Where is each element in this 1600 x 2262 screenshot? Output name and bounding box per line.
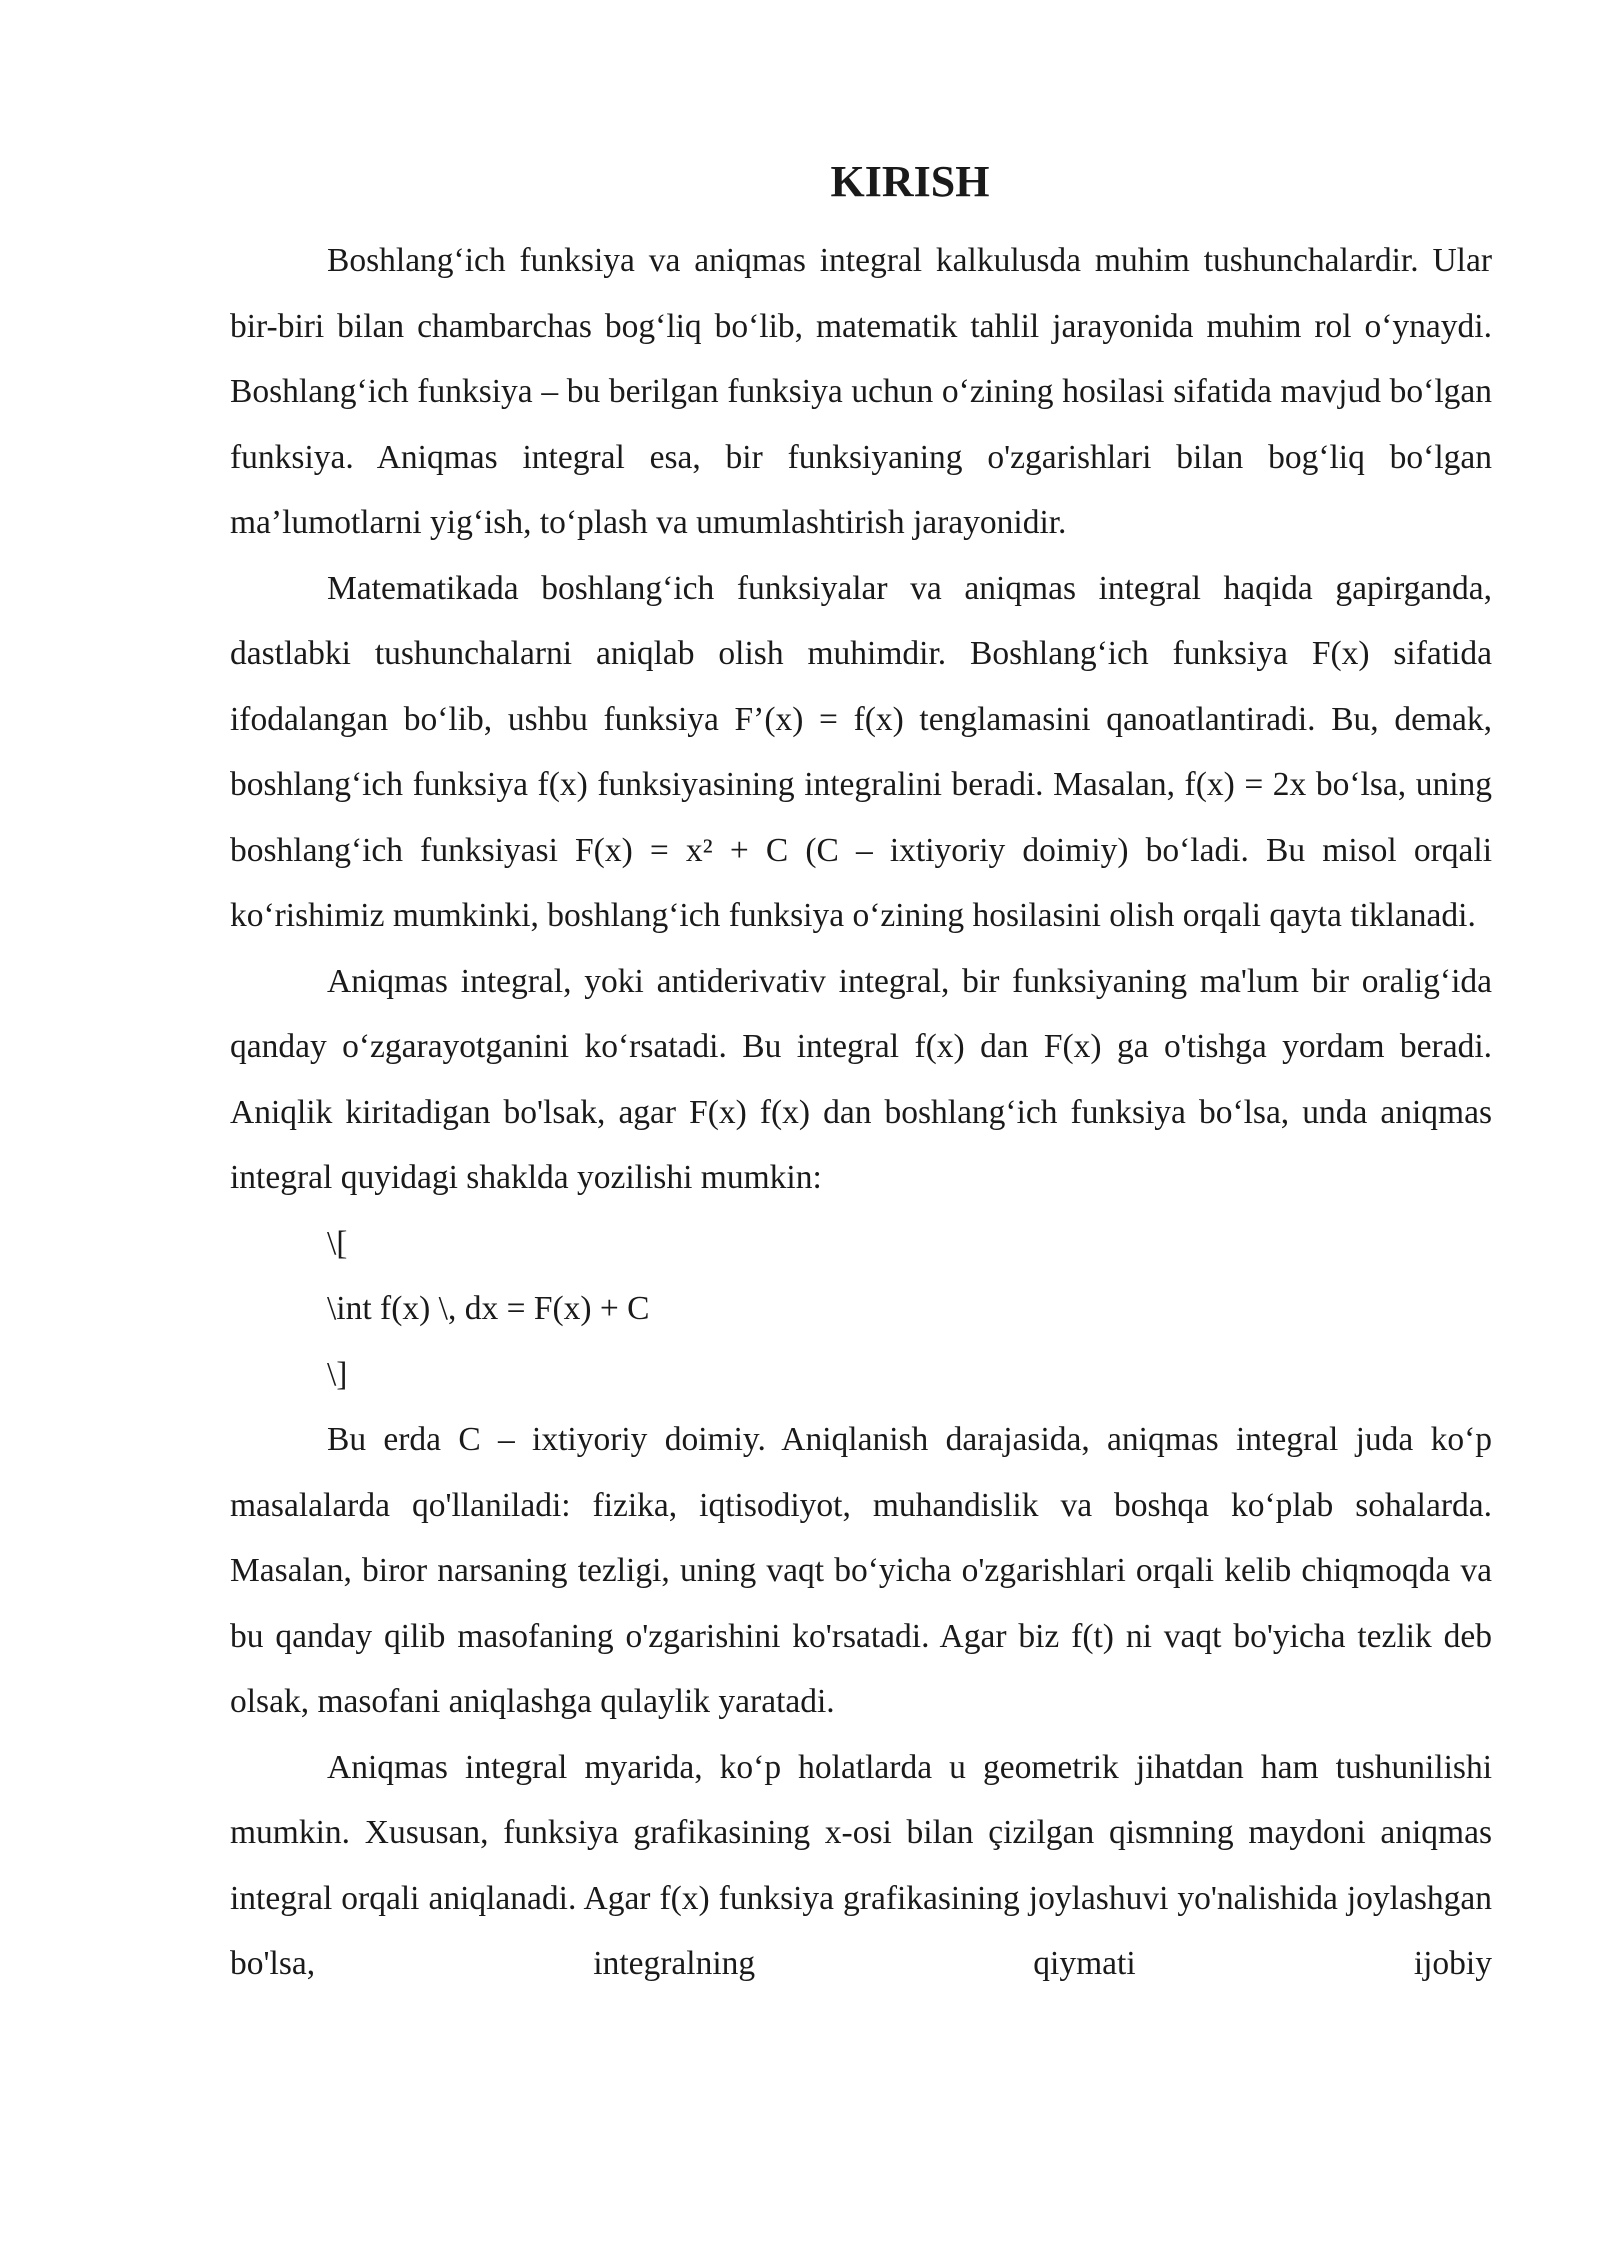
paragraph-2: Matematikada boshlang‘ich funksiyalar va aniqmas integral haqida gapirganda, dastlabki tushunchalarni aniqlab olish muhimdir. Boshlang‘ich funksiya F(x) sifatida ifodalangan bo‘lib, ushbu funksiya F’(x) = f(x) tenglamasini qanoatlantiradi. Bu, demak, boshlang‘ich funksiya f(x) funksiyasining integralini beradi. Masalan, f(x) = 2x bo‘lsa, uning boshlang‘ich funksiyasi F(x) = x² + C (C – ixtiyoriy doimiy) bo‘ladi. Bu misol orqali ko‘rishimiz mumkinki, boshlang‘ich funksiya o‘zining hosilasini olish orqali qayta tiklanadi. — [230, 569, 1492, 934]
paragraph-1: Boshlang‘ich funksiya va aniqmas integral kalkulusda muhim tushunchalardir. Ular bir-biri bilan chambarchas bog‘liq bo‘lib, matematik tahlil jarayonida muhim rol o‘ynaydi. Boshlang‘ich funksiya – bu berilgan funksiya uchun o‘zining hosilasi sifatida mavjud bo‘lgan funksiya. Aniqmas integral esa, bir funksiyaning o'zgarishlari bilan bog‘liq bo‘lgan ma’lumotlarni yig‘ish, to‘plash va umumlashtirish jarayonidir. — [230, 242, 1492, 541]
document-body — [230, 228, 1492, 1997]
paragraph-4: Bu erda C – ixtiyoriy doimiy. Aniqlanish darajasida, aniqmas integral juda ko‘p masalalarda qo'llaniladi: fizika, iqtisodiyot, muhandislik va boshqa ko‘plab sohalarda. Masalan, biror narsaning tezligi, uning vaqt bo‘yicha o'zgarishlari orqali kelib chiqmoqda va bu qanday qilib masofaning o'zgarishini ko'rsatadi. Agar biz f(t) ni vaqt bo'yicha tezlik deb olsak, masofani aniqlashga qulaylik yaratadi. — [230, 1421, 1492, 1720]
formula-open: \[ — [327, 1224, 348, 1262]
paragraph-3: Aniqmas integral, yoki antiderivativ integral, bir funksiyaning ma'lum bir oralig‘ida qanday o‘zgarayotganini ko‘rsatadi. Bu integral f(x) dan F(x) ga o'tishga yordam beradi. Aniqlik kiritadigan bo'lsak, agar F(x) f(x) dan boshlang‘ich funksiya bo‘lsa, unda aniqmas integral quyidagi shaklda yozilishi mumkin: — [230, 962, 1492, 1196]
formula-expression: \int f(x) \, dx = F(x) + C — [327, 1290, 650, 1327]
formula-block — [230, 1211, 1492, 1408]
paragraph-5: Aniqmas integral myarida, ko‘p holatlarda u geometrik jihatdan ham tushunilishi mumkin. Xususan, funksiya grafikasining x-osi bilan çizilgan qismning maydoni aniqmas integral orqali aniqlanadi. Agar f(x) funksiya grafikasining joylashuvi yo'nalishida joylashgan bo'lsa, integralning qiymati ijobiy — [230, 1748, 1492, 1982]
document-title: KIRISH — [830, 157, 990, 206]
formula-close: \] — [327, 1355, 348, 1393]
